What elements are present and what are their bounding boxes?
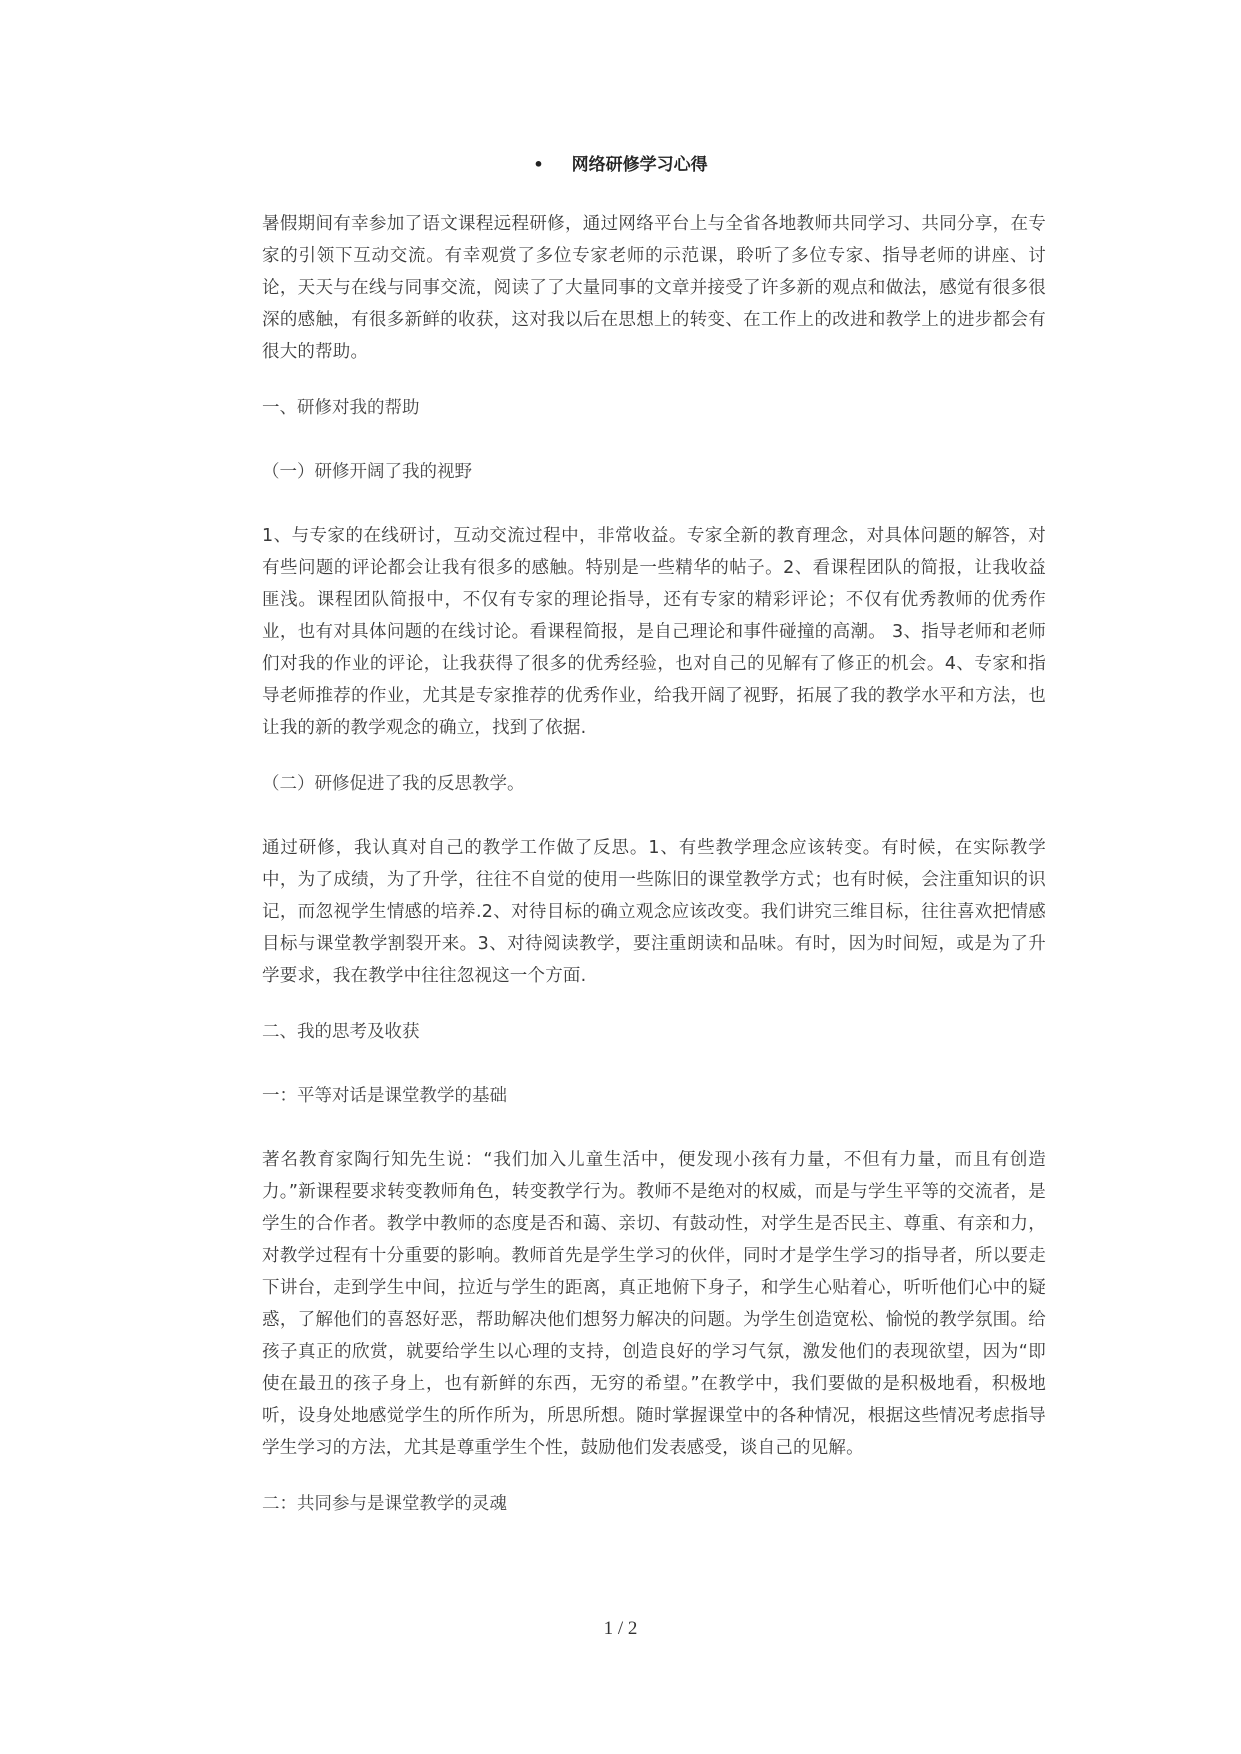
bullet-icon: • <box>533 155 544 174</box>
paragraph-1-2: 通过研修，我认真对自己的教学工作做了反思。1、有些教学理念应该转变。有时候，在实际教学中，为了成绩，为了升学，往往不自觉的使用一些陈旧的课堂教学方式；也有时候，会注重知识的识记，而忽视学生情感的培养.2、对待目标的确立观念应该改变。我们讲究三维目标，往往喜欢把情感目标与课堂教学割裂开来。3、对待阅读教学，要注重朗读和品味。有时，因为时间短，或是为了升学要求，我在教学中往往忽视这一个方面. <box>262 838 1046 986</box>
intro-paragraph: 暑假期间有幸参加了语文课程远程研修，通过网络平台上与全省各地教师共同学习、共同分享，在专家的引领下互动交流。有幸观赏了多位专家老师的示范课，聆听了多位专家、指导老师的讲座、讨论，天天与在线与同事交流，阅读了了大量同事的文章并接受了许多新的观点和做法，感觉有很多很深的感触，有很多新鲜的收获，这对我以后在思想上的转变、在工作上的改进和教学上的进步都会有很大的帮助。 <box>262 214 1046 362</box>
subsection-heading-1-1: （一）研修开阔了我的视野 <box>262 462 472 482</box>
document-title-text: 网络研修学习心得 <box>571 155 708 175</box>
subsection-heading-2-1: 一：平等对话是课堂教学的基础 <box>262 1086 507 1106</box>
subsection-heading-2-2: 二：共同参与是课堂教学的灵魂 <box>262 1494 507 1514</box>
subsection-heading-1-2: （二）研修促进了我的反思教学。 <box>262 774 525 794</box>
section-heading-2: 二、我的思考及收获 <box>262 1022 420 1042</box>
page-number: 1 / 2 <box>603 1618 638 1639</box>
paragraph-1-1: 1、与专家的在线研讨，互动交流过程中，非常收益。专家全新的教育理念，对具体问题的解答，对有些问题的评论都会让我有很多的感触。特别是一些精华的帖子。2、看课程团队的简报，让我收益匪浅。课程团队简报中，不仅有专家的理论指导，还有专家的精彩评论；不仅有优秀教师的优秀作业，也有对具体问题的在线讨论。看课程简报，是自己理论和事件碰撞的高潮。 3、指导老师和老师们对我的作业的评论，让我获得了很多的优秀经验，也对自己的见解有了修正的机会。4、专家和指导老师推荐的作业，尤其是专家推荐的优秀作业，给我开阔了视野，拓展了我的教学水平和方法，也让我的新的教学观念的确立，找到了依据. <box>262 526 1046 738</box>
section-heading-1: 一、研修对我的帮助 <box>262 398 420 418</box>
paragraph-2-1: 著名教育家陶行知先生说：“我们加入儿童生活中，便发现小孩有力量，不但有力量，而且有创造力。”新课程要求转变教师角色，转变教学行为。教师不是绝对的权威，而是与学生平等的交流者，是学生的合作者。教学中教师的态度是否和蔼、亲切、有鼓动性，对学生是否民主、尊重、有亲和力，对教学过程有十分重要的影响。教师首先是学生学习的伙伴，同时才是学生学习的指导者，所以要走下讲台，走到学生中间，拉近与学生的距离，真正地俯下身子，和学生心贴着心，听听他们心中的疑惑，了解他们的喜怒好恶，帮助解决他们想努力解决的问题。为学生创造宽松、愉悦的教学氛围。给孩子真正的欣赏，就要给学生以心理的支持，创造良好的学习气氛，激发他们的表现欲望，因为“即使在最丑的孩子身上，也有新鲜的东西，无穷的希望。”在教学中，我们要做的是积极地看，积极地听，设身处地感觉学生的所作所为，所思所想。随时掌握课堂中的各种情况，根据这些情况考虑指导学生学习的方法，尤其是尊重学生个性，鼓励他们发表感受，谈自己的见解。 <box>262 1150 1046 1458</box>
document-title <box>0 150 1241 175</box>
document-body <box>262 208 1046 1552</box>
